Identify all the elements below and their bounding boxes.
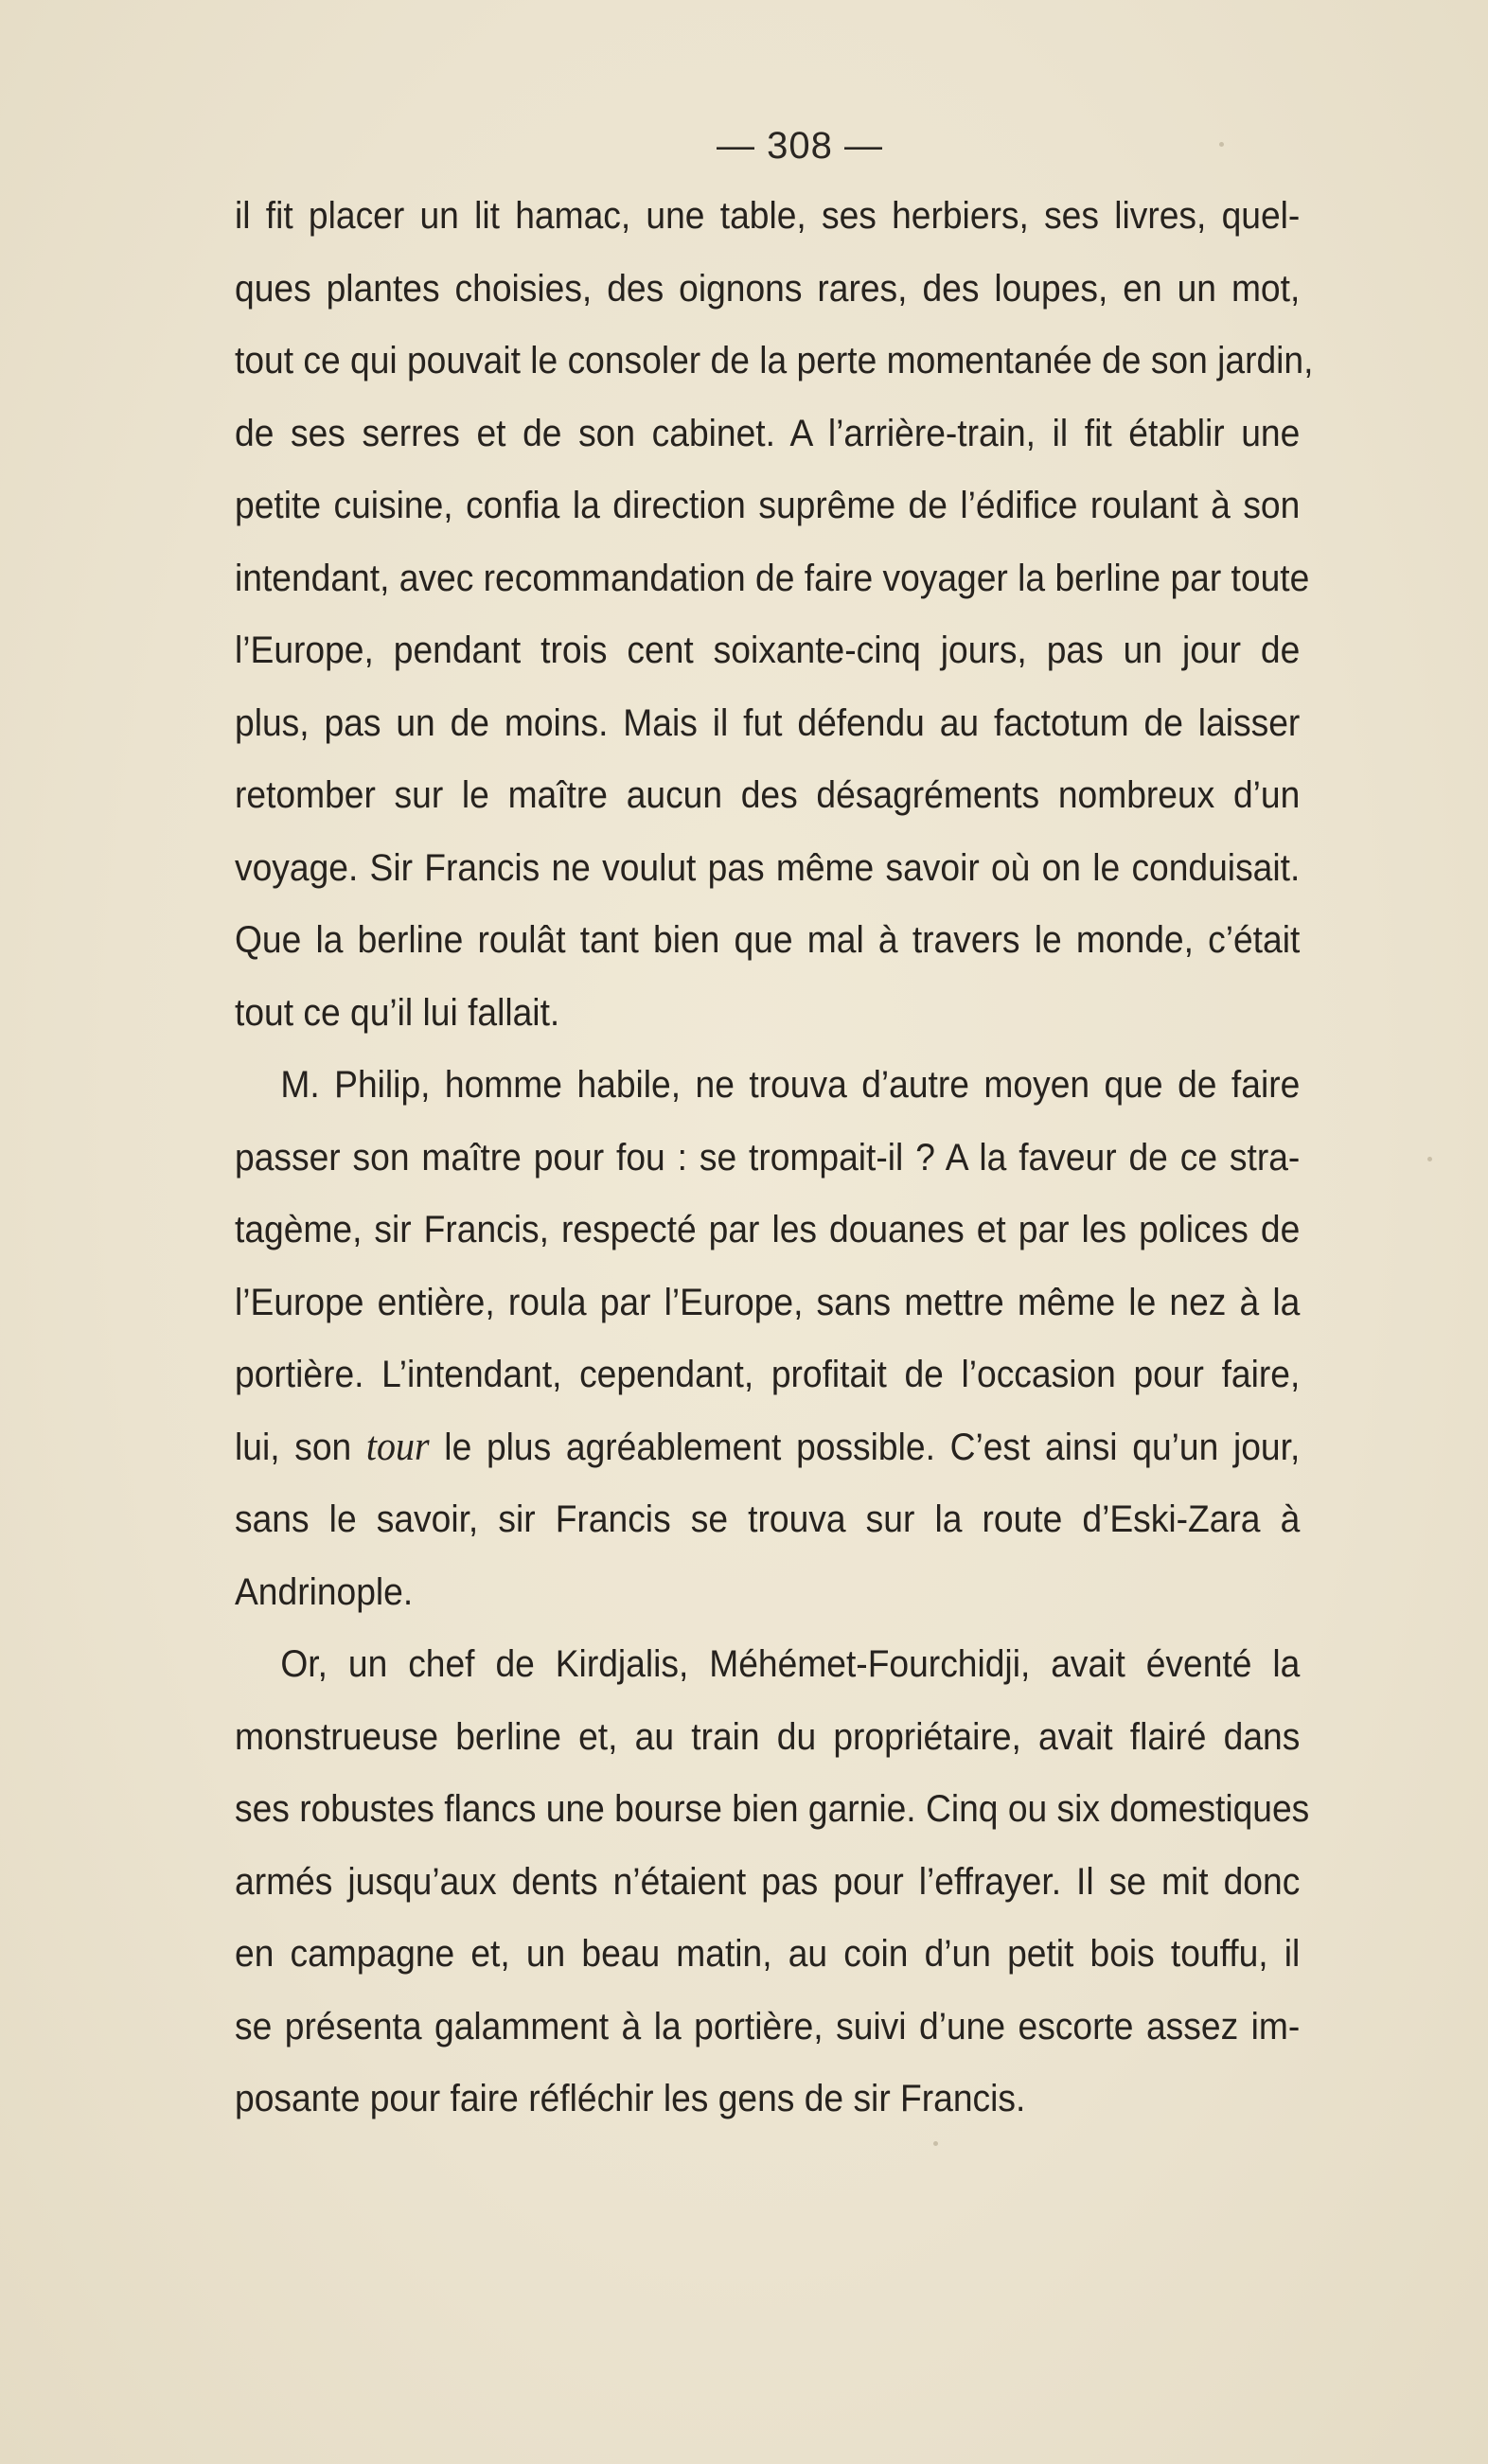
page-number: — 308 — [717,125,883,167]
text-line: ques plantes choisies, des oignons rares, des loupes, en un mot, [235,267,1301,310]
paper-speck [1427,1157,1432,1161]
body-text [235,180,1314,2136]
text-line: monstrueuse berline et, au train du propriétaire, avait flairé dans [235,1715,1301,1758]
text-line: intendant, avec recommandation de faire voyager la berline par toute [235,557,1310,599]
text-line: de ses serres et de son cabinet. A l’arrière-train, il fit établir une [235,412,1301,454]
text-line: M. Philip, homme habile, ne trouva d’autre moyen que de faire [280,1064,1301,1106]
text-line [235,1411,1300,1484]
text-line: plus, pas un de moins. Mais il fut défendu au factotum de laisser [235,701,1301,744]
text-line: armés jusqu’aux dents n’étaient pas pour l’effrayer. Il se mit donc [235,1860,1301,1903]
text-line: sans le savoir, sir Francis se trouva sur la route d’Eski-Zara à [235,1498,1301,1540]
text-line: tout ce qu’il lui fallait. [235,991,560,1034]
text-line: retomber sur le maître aucun des désagréments nombreux d’un [235,774,1301,816]
text-line: voyage. Sir Francis ne voulut pas même savoir où on le conduisait. [235,846,1301,889]
text-line: tout ce qui pouvait le consoler de la perte momentanée de son jardin, [235,340,1314,381]
text-line: ses robustes flancs une bourse bien garnie. Cinq ou six domestiques [235,1788,1310,1830]
text-line: petite cuisine, confia la direction suprême de l’édifice roulant à son [235,485,1301,526]
text-line: passer son maître pour fou : se trompait-il ? A la faveur de ce stra- [235,1136,1301,1179]
italic-word: tour [365,1424,430,1469]
text-line: tagème, sir Francis, respecté par les douanes et par les polices de [235,1209,1301,1250]
text-segment: lui, son [235,1426,366,1468]
text-line: Or, un chef de Kirdjalis, Méhémet-Fourchidji, avait éventé la [280,1643,1301,1685]
text-line: l’Europe entière, roula par l’Europe, sans mettre même le nez à la [235,1281,1301,1323]
text-line: l’Europe, pendant trois cent soixante-cinq jours, pas un jour de [235,629,1301,671]
text-line: se présenta galamment à la portière, suivi d’une escorte assez im- [235,2005,1301,2047]
paper-speck [1219,142,1224,147]
text-segment: le plus agréablement possible. C’est ainsi qu’un jour, [429,1426,1301,1468]
text-line: Que la berline roulât tant bien que mal à travers le monde, c’était [235,919,1301,961]
text-line: portière. L’intendant, cependant, profitait de l’occasion pour faire, [235,1354,1301,1395]
text-line: en campagne et, un beau matin, au coin d’un petit bois touffu, il [235,1933,1301,1975]
text-line: posante pour faire réfléchir les gens de sir Francis. [235,2078,1026,2119]
text-line: il fit placer un lit hamac, une table, ses herbiers, ses livres, quel- [235,195,1301,237]
text-line: Andrinople. [235,1570,414,1613]
paper-speck [933,2141,938,2146]
